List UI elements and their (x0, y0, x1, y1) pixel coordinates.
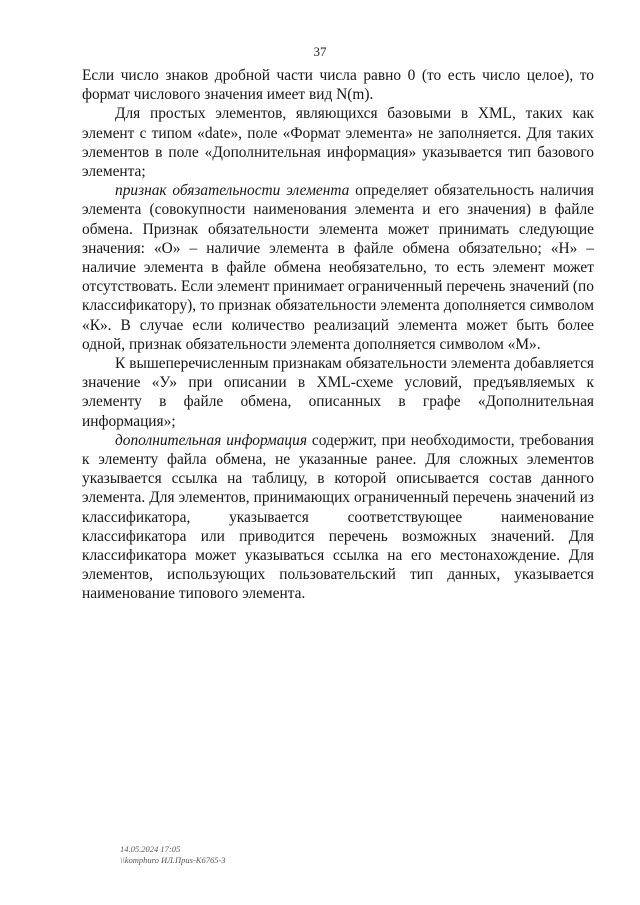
paragraph-5 (82, 431, 594, 604)
paragraph-text: К вышеперечисленным признакам обязательности элемента добавляется значение «У» при описании в XML-схеме условий, предъявляемых к элементу в файле обмена, описанных в графе «Дополнительная информация»; (82, 355, 594, 430)
footer-file-path: \\komphuro ИЛ.Приs-К6765-3 (120, 855, 226, 865)
paragraph-text: содержит, при необходимости, требования к элементу файла обмена, не указанные ранее. Для сложных элементов указывается ссылка на таблицу, в которой описывается состав данного элемента. Для элементов, принимающих ограниченный перечень значений из классификатора, указывается соответствующее наименование классификатора или приводится перечень возможных значений. Для классификатора может указываться ссылка на его местонахождение. Для элементов, использующих пользовательский тип данных, указывается наименование типового элемента. (82, 431, 594, 603)
paragraph-text: Для простых элементов, являющихся базовыми в XML, таких как элемент с типом «date», поле «Формат элемента» не заполняется. Для таких элементов в поле «Дополнительная информация» указывается тип базового элемента; (82, 105, 594, 181)
paragraph-4 (82, 354, 594, 431)
paragraph-3 (82, 181, 594, 354)
footer-stamp (120, 844, 226, 866)
paragraph-text: Если число знаков дробной части числа равно 0 (то есть число целое), то формат числового значения имеет вид N(m). (82, 67, 594, 104)
page-number: 37 (313, 44, 327, 59)
term-mandatory-flag: признак обязательности элемента (115, 182, 350, 200)
body-text (82, 66, 594, 604)
paragraph-1 (82, 66, 594, 104)
paragraph-text: определяет обязательность наличия элемента (совокупности наименования элемента и его значения) в файле обмена. Признак обязательности элемента может принимать следующие значения: «О» – наличие элемента в файле обмена обязательно; «Н» – наличие элемента в файле обмена необязательно, то есть элемент может отсутствовать. Если элемент принимает ограниченный перечень значений (по классификатору), то признак обязательности элемента дополняется символом «К». В случае если количество реализаций элемента может быть более одной, признак обязательности элемента дополняется символом «М». (82, 182, 595, 353)
term-additional-info: дополнительная информация (115, 431, 307, 449)
footer-timestamp: 14.05.2024 17:05 (120, 844, 181, 854)
paragraph-2 (82, 104, 594, 181)
